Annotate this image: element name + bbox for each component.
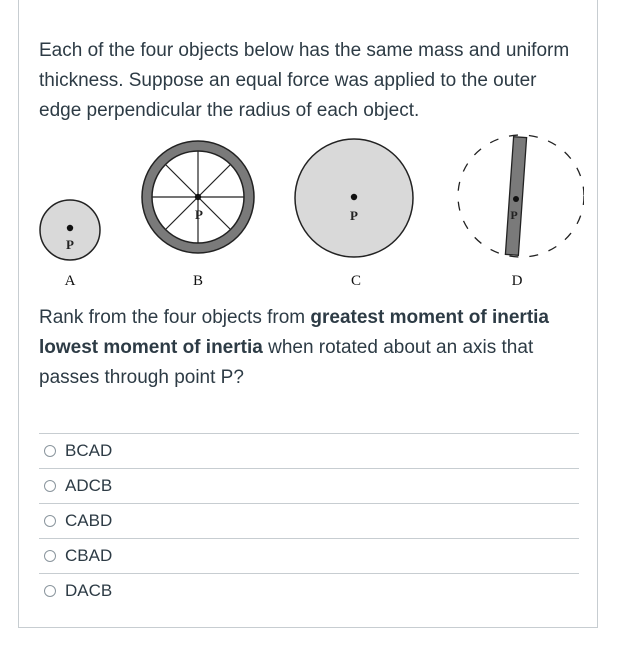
answer-label: CABD <box>65 511 113 530</box>
answer-list <box>39 433 579 608</box>
answer-label: ADCB <box>65 476 113 495</box>
prompt-greatest: greatest moment of inertia <box>310 307 549 328</box>
objects-figure <box>34 133 584 293</box>
object-label-d: D <box>511 273 523 289</box>
answer-option[interactable] <box>39 433 579 468</box>
object-d-pivot-label: P <box>510 208 518 222</box>
ranking-prompt <box>39 303 584 393</box>
answer-option[interactable] <box>39 538 579 573</box>
answer-label: CBAD <box>65 546 113 565</box>
radio-button[interactable] <box>44 480 56 492</box>
radio-button[interactable] <box>44 515 56 527</box>
object-label-c: C <box>350 273 362 289</box>
prompt-text-end: when rotated about an axis that passes through point P? <box>39 337 534 388</box>
object-label-b: B <box>192 273 204 289</box>
radio-button[interactable] <box>44 445 56 457</box>
object-c-pivot-label: P <box>350 208 358 223</box>
object-c-large-disk <box>295 139 413 257</box>
prompt-lowest: lowest moment of inertia <box>39 337 263 358</box>
object-label-a: A <box>64 273 76 289</box>
radio-button[interactable] <box>44 585 56 597</box>
answer-option[interactable] <box>39 503 579 538</box>
radio-button[interactable] <box>44 550 56 562</box>
object-b-wheel <box>142 141 254 253</box>
object-a-pivot-label: P <box>66 237 74 252</box>
object-b-pivot-label: P <box>195 207 203 222</box>
question-text: Each of the four objects below has the same mass and uniform thickness. Suppose an equal force was applied to the outer edge perpendicular the radius of each object. <box>39 40 570 121</box>
answer-label: BCAD <box>65 441 113 460</box>
object-d-rod <box>458 135 584 257</box>
answer-option[interactable] <box>39 468 579 503</box>
prompt-text-start: Rank from the four objects from <box>39 307 311 328</box>
answer-label: DACB <box>65 581 113 600</box>
object-a-small-disk <box>40 200 100 260</box>
answer-option[interactable] <box>39 573 579 608</box>
